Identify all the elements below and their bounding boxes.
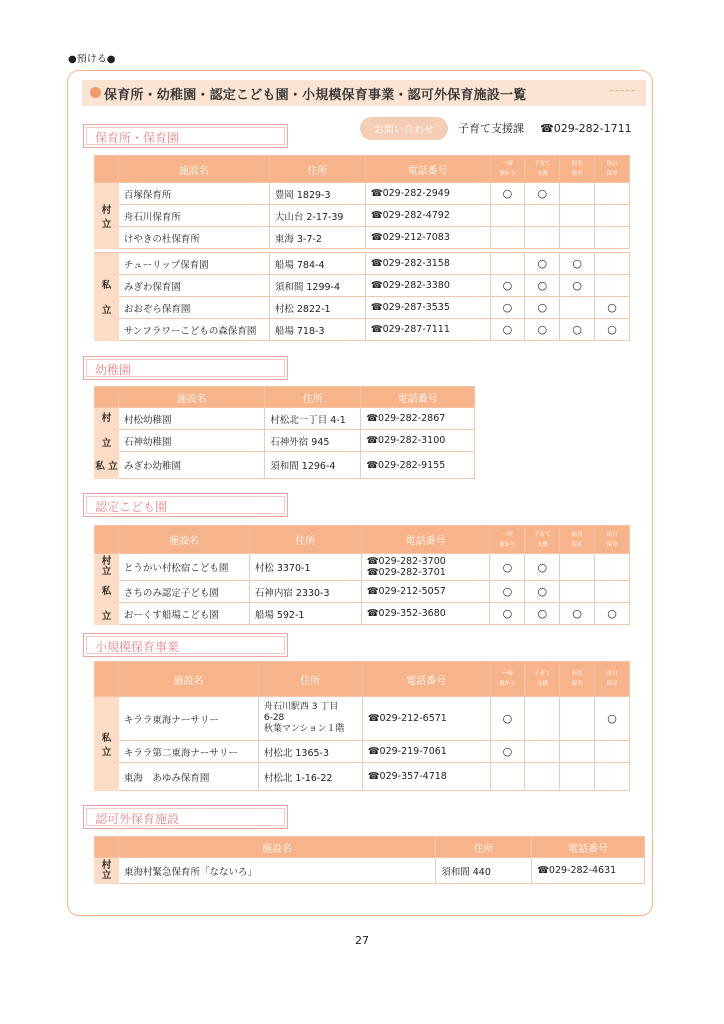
- section-title: 小規模保育事業: [95, 640, 180, 654]
- mark-support: ○: [525, 275, 560, 297]
- facility-phone: ☎029-282-3700 ☎029-282-3701: [361, 554, 490, 581]
- facility-phone: ☎029-287-3535: [365, 297, 490, 319]
- header-phone: 電話番号: [365, 156, 490, 183]
- section-title: 認可外保育施設: [95, 812, 180, 826]
- facility-phone: ☎029-219-7061: [362, 741, 490, 763]
- header-address: 住所: [436, 837, 532, 858]
- contact-department: 子育て支援課: [458, 122, 524, 135]
- facility-address: 村松北 1-16-22: [258, 763, 362, 791]
- facility-name: おおぞら保育園: [118, 297, 269, 319]
- mark-temp: [490, 227, 525, 249]
- facility-phone: ☎029-212-6571: [362, 697, 490, 741]
- header-name: 施設名: [118, 156, 269, 183]
- header-holiday: 休日 保育: [595, 156, 630, 183]
- facility-address: 豊岡 1829-3: [269, 183, 365, 205]
- facility-address: 舟石川駅西 3 丁目 6-28 秋葉マンション１階: [258, 697, 362, 741]
- page-title: 保育所・幼稚園・認定こども園・小規模保育事業・認可外保育施設一覧: [104, 88, 527, 103]
- facility-address: 石神内宿 2330-3: [249, 581, 361, 603]
- header-temp: 一時 預かり: [490, 662, 525, 697]
- facility-address: 村松北 1365-3: [258, 741, 362, 763]
- mark-temp: [490, 253, 525, 275]
- header-name: 施設名: [118, 837, 435, 858]
- group-label: 私 立: [95, 452, 119, 479]
- header-blank: [95, 526, 119, 554]
- facility-phone: ☎029-352-3680: [361, 603, 490, 625]
- facility-name: おーくす船場こども園: [118, 603, 249, 625]
- header-name: 施設名: [118, 387, 264, 408]
- section-heading-certified: [83, 493, 288, 517]
- header-sick: 病児 保育: [560, 156, 595, 183]
- facility-address: 石神外宿 945: [265, 430, 361, 452]
- facility-address: 須和間 440: [436, 858, 532, 884]
- mark-sick: [560, 205, 595, 227]
- group-label: 村 立: [95, 408, 119, 452]
- header-address: 住所: [265, 387, 361, 408]
- facility-name: キララ第二東海ナーサリー: [118, 741, 258, 763]
- facility-address: 須和間 1296-4: [265, 452, 361, 479]
- mark-holiday: [595, 554, 630, 581]
- mark-holiday: [595, 275, 630, 297]
- header-phone: 電話番号: [361, 526, 490, 554]
- mark-holiday: ○: [595, 603, 630, 625]
- mark-support: [525, 227, 560, 249]
- header-support: 子育て 支援: [525, 526, 560, 554]
- header-name: 施設名: [118, 526, 249, 554]
- header-temp: 一時 預かり: [490, 156, 525, 183]
- header-sick: 病児 保育: [560, 662, 595, 697]
- mark-support: [525, 741, 560, 763]
- header-blank: [95, 387, 119, 408]
- facility-name: 舟石川保育所: [118, 205, 269, 227]
- mark-holiday: [595, 253, 630, 275]
- group-label: 私 立: [95, 253, 119, 341]
- section-title: 保育所・保育園: [95, 131, 180, 145]
- group-label: 私 立: [95, 697, 119, 791]
- header-blank: [95, 662, 119, 697]
- mark-temp: ○: [490, 319, 525, 341]
- mark-sick: [560, 227, 595, 249]
- mark-holiday: [595, 763, 630, 791]
- mark-holiday: [595, 183, 630, 205]
- mark-temp: ○: [490, 275, 525, 297]
- facility-name: サンフラワーこどもの森保育園: [118, 319, 269, 341]
- header-blank: [95, 156, 119, 183]
- group-label: 村 立: [95, 554, 119, 581]
- facility-name: 村松幼稚園: [118, 408, 264, 430]
- mark-temp: ○: [490, 603, 525, 625]
- mark-support: [525, 205, 560, 227]
- unlicensed-table: [94, 836, 645, 884]
- group-label: 村 立: [95, 183, 119, 249]
- mark-holiday: ○: [595, 319, 630, 341]
- facility-address: 村松北一丁目 4-1: [265, 408, 361, 430]
- mark-holiday: ○: [595, 697, 630, 741]
- mark-temp: ○: [490, 183, 525, 205]
- mark-sick: [560, 697, 595, 741]
- facility-phone: ☎029-282-9155: [361, 452, 475, 479]
- facility-phone: ☎029-282-3158: [365, 253, 490, 275]
- facility-phone: ☎029-282-3100: [361, 430, 475, 452]
- section-title: 幼稚園: [95, 363, 132, 377]
- mark-sick: [560, 297, 595, 319]
- mark-support: ○: [525, 603, 560, 625]
- mark-sick: [560, 554, 595, 581]
- facility-name: みぎわ保育園: [118, 275, 269, 297]
- contact-info: [360, 116, 632, 140]
- facility-phone: ☎029-282-4792: [365, 205, 490, 227]
- mark-support: ○: [525, 183, 560, 205]
- section-heading-nursery: [83, 124, 288, 148]
- header-phone: 電話番号: [362, 662, 490, 697]
- facility-phone: ☎029-287-7111: [365, 319, 490, 341]
- header-support: 子育て 支援: [525, 662, 560, 697]
- facility-name: 東海 あゆみ保育園: [118, 763, 258, 791]
- header-name: 施設名: [118, 662, 258, 697]
- mark-sick: [560, 741, 595, 763]
- header-address: 住所: [269, 156, 365, 183]
- mark-temp: ○: [490, 554, 525, 581]
- mark-support: ○: [525, 581, 560, 603]
- facility-address: 船場 718-3: [269, 319, 365, 341]
- facility-name: みぎわ幼稚園: [118, 452, 264, 479]
- mark-temp: ○: [490, 581, 525, 603]
- mark-temp: [490, 763, 525, 791]
- facility-phone: ☎029-282-3380: [365, 275, 490, 297]
- facility-address: 東海 3-7-2: [269, 227, 365, 249]
- facility-phone: ☎029-282-2867: [361, 408, 475, 430]
- mark-support: ○: [525, 297, 560, 319]
- facility-phone: ☎029-282-4631: [532, 858, 645, 884]
- facility-name: 東海村緊急保育所「なないろ」: [118, 858, 435, 884]
- facility-name: チューリップ保育園: [118, 253, 269, 275]
- certified-table: [94, 525, 630, 625]
- nursery-table: [94, 155, 630, 341]
- mark-holiday: [595, 741, 630, 763]
- mark-sick: ○: [560, 253, 595, 275]
- facility-address: 村松 3370-1: [249, 554, 361, 581]
- mark-support: ○: [525, 554, 560, 581]
- contact-phone: ☎029-282-1711: [540, 121, 632, 135]
- section-heading-small-scale: [83, 633, 288, 657]
- header-sick: 病児 保育: [560, 526, 595, 554]
- facility-address: 村松 2822-1: [269, 297, 365, 319]
- facility-name: 百塚保育所: [118, 183, 269, 205]
- facility-address: 須和間 1299-4: [269, 275, 365, 297]
- mark-support: [525, 697, 560, 741]
- small-scale-table: [94, 661, 630, 791]
- facility-phone: ☎029-282-2949: [365, 183, 490, 205]
- page-title-bar: [82, 80, 646, 106]
- mark-temp: [490, 205, 525, 227]
- mark-support: [525, 763, 560, 791]
- mark-temp: ○: [490, 697, 525, 741]
- group-label: 私 立: [95, 581, 119, 625]
- mark-sick: [560, 581, 595, 603]
- mark-sick: ○: [560, 319, 595, 341]
- section-heading-unlicensed: [83, 805, 288, 829]
- group-label: 村 立: [95, 858, 119, 884]
- title-decoration: -----: [609, 83, 636, 97]
- page-number: 27: [355, 934, 369, 947]
- facility-phone: ☎029-357-4718: [362, 763, 490, 791]
- facility-phone: ☎029-212-7083: [365, 227, 490, 249]
- mark-sick: ○: [560, 603, 595, 625]
- facility-address: 船場 784-4: [269, 253, 365, 275]
- facility-address: 船場 592-1: [249, 603, 361, 625]
- contact-badge: お問い合わせ: [360, 117, 448, 140]
- header-address: 住所: [258, 662, 362, 697]
- section-heading-kindergarten: [83, 356, 288, 380]
- header-phone: 電話番号: [361, 387, 475, 408]
- header-temp: 一時 預かり: [490, 526, 525, 554]
- mark-holiday: [595, 581, 630, 603]
- facility-name: 石神幼稚園: [118, 430, 264, 452]
- facility-name: キララ東海ナーサリー: [118, 697, 258, 741]
- facility-address: 大山台 2-17-39: [269, 205, 365, 227]
- facility-name: さちのみ認定子ども園: [118, 581, 249, 603]
- facility-name: けやきの杜保育所: [118, 227, 269, 249]
- mark-sick: [560, 183, 595, 205]
- kindergarten-table: [94, 386, 475, 479]
- section-title: 認定こども園: [95, 500, 168, 514]
- mark-sick: ○: [560, 275, 595, 297]
- header-holiday: 休日 保育: [595, 662, 630, 697]
- mark-holiday: [595, 227, 630, 249]
- mark-holiday: ○: [595, 297, 630, 319]
- page-category-label: ●預ける●: [68, 54, 116, 65]
- mark-temp: ○: [490, 297, 525, 319]
- header-phone: 電話番号: [532, 837, 645, 858]
- mark-temp: ○: [490, 741, 525, 763]
- header-address: 住所: [249, 526, 361, 554]
- facility-name: とうかい村松宿こども園: [118, 554, 249, 581]
- bullet-dot-icon: [90, 87, 101, 98]
- mark-support: ○: [525, 319, 560, 341]
- mark-holiday: [595, 205, 630, 227]
- facility-phone: ☎029-212-5057: [361, 581, 490, 603]
- header-support: 子育て 支援: [525, 156, 560, 183]
- header-blank: [95, 837, 119, 858]
- mark-sick: [560, 763, 595, 791]
- header-holiday: 休日 保育: [595, 526, 630, 554]
- mark-support: ○: [525, 253, 560, 275]
